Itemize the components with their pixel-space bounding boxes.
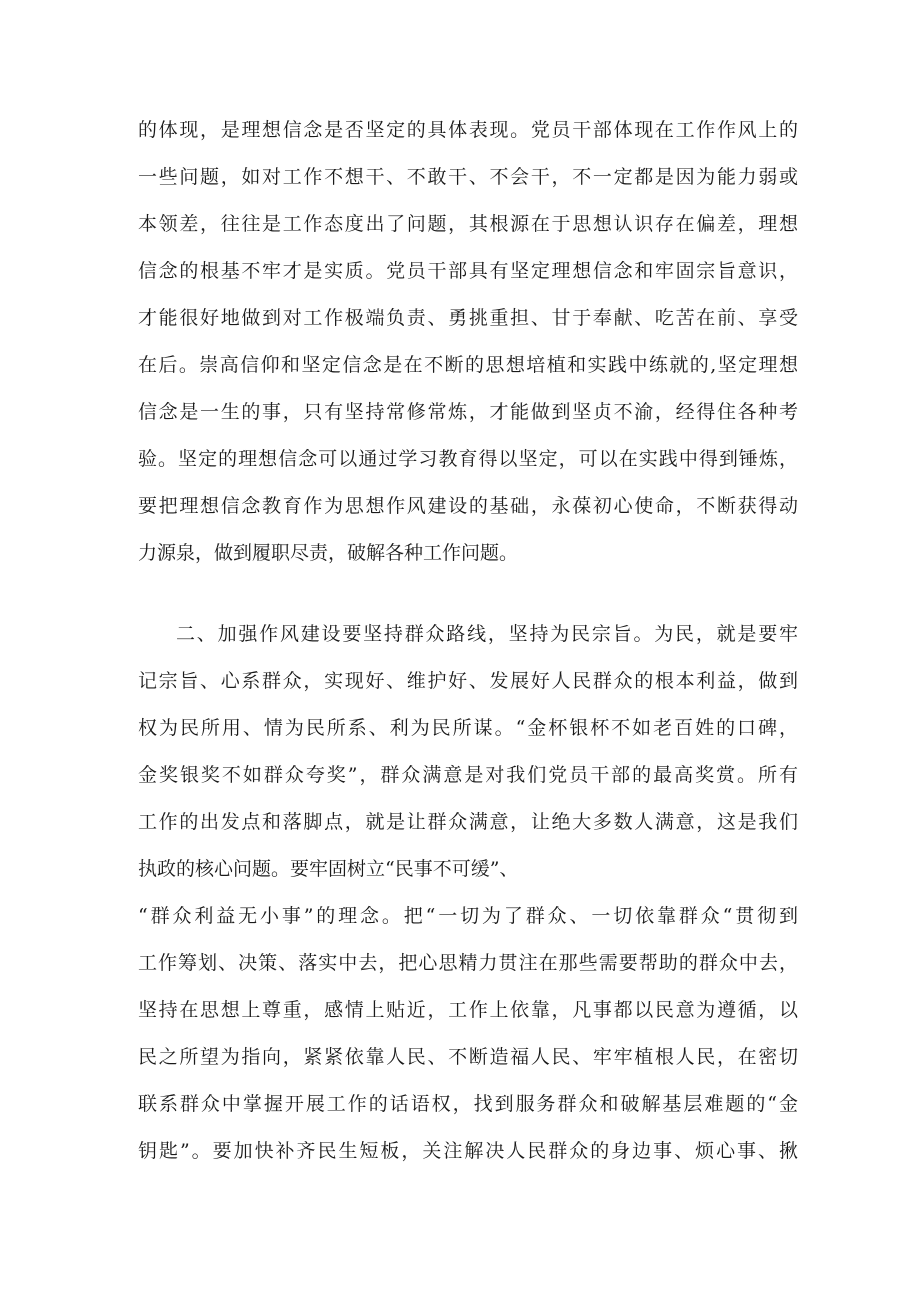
text-line-1: 的体现，是理想信念是否坚定的具体表现。党员干部体现在工作作风上的 [138, 119, 798, 141]
text-line-19: 坚持在思想上尊重，感情上贴近，工作上依靠，凡事都以民意为遵循，以 [138, 999, 798, 1021]
text-line-13: 权为民所用、情为民所系、利为民所谋。“金杯银杯不如老百姓的口碑， [138, 717, 798, 739]
text-line-4: 信念的根基不牢才是实质。党员干部具有坚定理想信念和牢固宗旨意识， [138, 260, 798, 282]
text-line-21: 联系群众中掌握开展工作的话语权，找到服务群众和破解基层难题的“金 [138, 1093, 798, 1115]
text-line-12: 记宗旨、心系群众，实现好、维护好、发展好人民群众的根本利益，做到 [138, 670, 798, 692]
text-line-8: 验。坚定的理想信念可以通过学习教育得以坚定，可以在实践中得到锤炼， [138, 448, 798, 470]
text-line-18: 工作筹划、决策、落实中去，把心思精力贯注在那些需要帮助的群众中去， [138, 952, 798, 974]
text-line-16: 执政的核心问题。要牢固树立“民事不可缓”、 [138, 858, 519, 880]
text-line-22: 钥匙”。要加快补齐民生短板，关注解决人民群众的身边事、烦心事、揪 [138, 1140, 798, 1162]
text-line-11: 二、加强作风建设要坚持群众路线，坚持为民宗旨。为民，就是要牢 [176, 623, 798, 645]
text-line-20: 民之所望为指向，紧紧依靠人民、不断造福人民、牢牢植根人民，在密切 [138, 1046, 798, 1068]
text-line-6: 在后。崇高信仰和坚定信念是在不断的思想培植和实践中练就的,坚定理想 [138, 354, 798, 376]
text-line-2: 一些问题，如对工作不想干、不敢干、不会干，不一定都是因为能力弱或 [138, 166, 798, 188]
text-line-10: 力源泉，做到履职尽责，破解各种工作问题。 [138, 542, 519, 564]
text-line-17: “群众利益无小事”的理念。把“一切为了群众、一切依靠群众“贯彻到 [138, 905, 798, 927]
text-line-7: 信念是一生的事，只有坚持常修常炼，才能做到坚贞不渝，经得住各种考 [138, 401, 798, 423]
text-line-3: 本领差，往往是工作态度出了问题，其根源在于思想认识存在偏差，理想 [138, 213, 798, 235]
text-line-9: 要把理想信念教育作为思想作风建设的基础，永葆初心使命，不断获得动 [138, 495, 798, 517]
text-line-5: 才能很好地做到对工作极端负责、勇挑重担、甘于奉献、吃苦在前、享受 [138, 307, 798, 329]
text-line-14: 金奖银奖不如群众夸奖”，群众满意是对我们党员干部的最高奖赏。所有 [138, 764, 798, 786]
text-line-15: 工作的出发点和落脚点，就是让群众满意，让绝大多数人满意，这是我们 [138, 811, 798, 833]
